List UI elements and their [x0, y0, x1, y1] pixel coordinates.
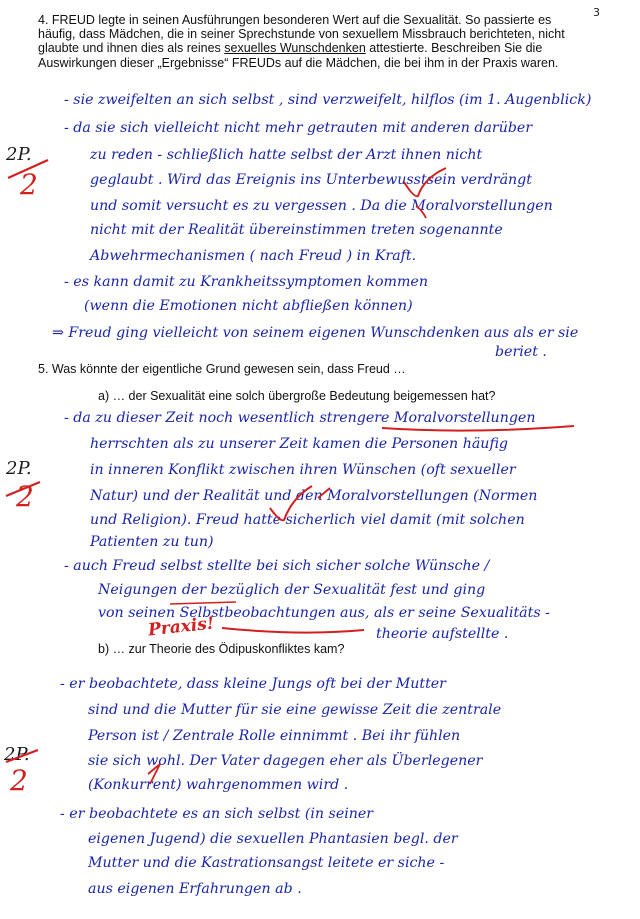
grade-slash — [6, 750, 38, 762]
grade-score: 2 — [16, 480, 34, 513]
answer-5b-line: Person ist / Zentrale Rolle einnimmt . Bei ihr fühlen — [88, 728, 461, 744]
grade-slash — [6, 482, 40, 496]
page-number: 3 — [593, 6, 600, 19]
correction-mark — [318, 488, 330, 498]
answer-4-line: (wenn die Emotionen nicht abfließen können) — [84, 298, 413, 314]
question-4-underlined: sexuelles Wunschdenken — [224, 41, 366, 56]
underline-mark — [382, 426, 574, 431]
correction-mark — [148, 764, 160, 784]
answer-5b-line: (Konkurrent) wahrgenommen wird . — [88, 777, 349, 793]
answer-5b-line: eigenen Jugend) die sexuellen Phantasien begl. der — [88, 831, 458, 847]
answer-5a-line: von seinen Selbstbeobachtungen aus, als er seine Sexualitäts - — [98, 605, 550, 621]
answer-5a-line: - auch Freud selbst stellte bei sich sicher solche Wünsche / — [64, 558, 490, 574]
grade-score: 2 — [10, 764, 28, 797]
answer-5b-line: - er beobachtete, dass kleine Jungs oft bei der Mutter — [60, 676, 446, 692]
underline-mark — [170, 602, 236, 604]
correction-mark — [416, 206, 426, 218]
question-4-text: 4. FREUD legte in seinen Ausführungen besonderen Wert auf die Sexualität. So passierte es häufig, dass Mädchen, die in seiner Sprechstunde von sexuellem Missbrauch berichteten, nicht glaubte und ihnen dies als reines — [38, 13, 565, 56]
underline-mark — [222, 628, 364, 633]
answer-4-line: zu reden - schließlich hatte selbst der Arzt ihnen nicht — [90, 147, 483, 163]
answer-4-conclusion-tail: beriet . — [495, 344, 547, 360]
answer-5a-line: in inneren Konflikt zwischen ihren Wünschen (oft sexueller — [90, 462, 516, 478]
check-mark — [404, 168, 446, 196]
answer-5a-line: theorie aufstellte . — [376, 626, 509, 642]
answer-5a-line: Patienten zu tun) — [90, 534, 214, 550]
grade-points-label: 2P. — [4, 744, 30, 765]
grade-points-label: 2P. — [6, 458, 32, 479]
answer-5a-line: - da zu dieser Zeit noch wesentlich strengere Moralvorstellungen — [64, 410, 536, 426]
question-4-text-end: attestierte. Beschreiben Sie die Auswirkungen dieser „Ergebnisse“ FREUDs auf die Mädchen, die bei ihm in der Praxis waren. — [38, 41, 559, 70]
answer-5b-line: sind und die Mutter für sie eine gewisse Zeit die zentrale — [88, 702, 502, 718]
answer-4-line: nicht mit der Realität übereinstimmen treten sogenannte — [90, 222, 503, 238]
answer-5b-line: aus eigenen Erfahrungen ab . — [88, 881, 302, 897]
answer-4-line: geglaubt . Wird das Ereignis ins Unterbewusstsein verdrängt — [90, 172, 532, 188]
answer-5a-line: und Religion). Freud hatte sicherlich viel damit (mit solchen — [90, 512, 525, 528]
answer-4-line: - sie zweifelten an sich selbst , sind verzweifelt, hilflos (im 1. Augenblick) — [64, 92, 592, 108]
answer-5a-line: Neigungen der bezüglich der Sexualität fest und ging — [98, 582, 486, 598]
answer-4-line: Abwehrmechanismen ( nach Freud ) in Kraft. — [90, 248, 417, 264]
answer-5b-line: sie sich wohl. Der Vater dagegen eher als Überlegener — [88, 753, 483, 769]
question-5a: a) … der Sexualität eine solch übergroße Bedeutung beigemessen hat? — [98, 389, 496, 403]
grade-points-label: 2P. — [6, 144, 32, 165]
answer-5b-line: - er beobachtete es an sich selbst (in seiner — [60, 806, 374, 822]
answer-5a-line: herrschten als zu unserer Zeit kamen die Personen häufig — [90, 436, 508, 452]
answer-4-line: und somit versucht es zu vergessen . Da die Moralvorstellungen — [90, 198, 553, 214]
grade-slash — [8, 160, 48, 178]
answer-4-conclusion: ⇒ Freud ging vielleicht von seinem eigenen Wunschdenken aus als er sie — [52, 325, 579, 341]
answer-4-line: - es kann damit zu Krankheitssymptomen kommen — [64, 274, 428, 290]
grade-score: 2 — [20, 168, 38, 201]
answer-5a-line: Natur) und der Realität und den Moralvorstellungen (Normen — [90, 488, 538, 504]
answer-5b-line: Mutter und die Kastrationsangst leitete er siche - — [88, 855, 445, 871]
check-mark — [270, 486, 312, 520]
answer-4-line: - da sie sich vielleicht nicht mehr getrauten mit anderen darüber — [64, 120, 533, 136]
praxis-note: Praxis! — [147, 613, 216, 641]
question-5b: b) … zur Theorie des Ödipuskonfliktes kam? — [98, 642, 345, 656]
question-5: 5. Was könnte der eigentliche Grund gewesen sein, dass Freud … — [38, 362, 406, 376]
